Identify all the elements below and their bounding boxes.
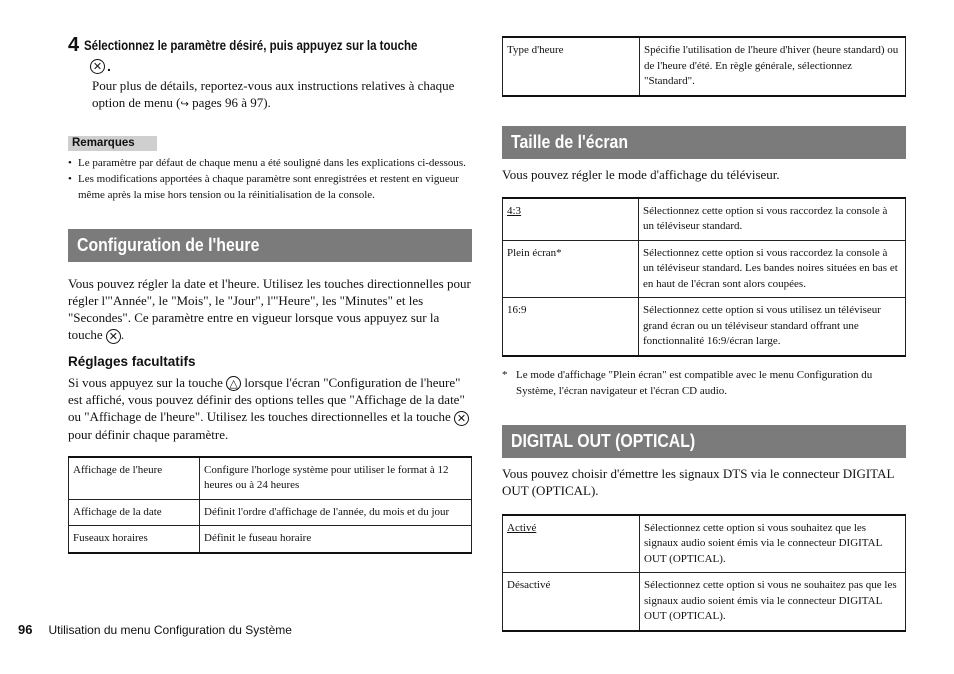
footer-chapter-title: Utilisation du menu Configuration du Système [48, 623, 292, 637]
table-row [503, 240, 906, 298]
option-description: Sélectionnez cette option si vous ne souhaitez pas que les signaux audio soient émis via le connecteur DIGITAL OUT (OPTICAL). [640, 573, 906, 631]
option-name [503, 198, 639, 241]
screen-options-table [502, 197, 906, 357]
remarks-label: Remarques [68, 136, 157, 151]
table-row [503, 198, 906, 241]
step-instruction-end: ✕ . [90, 58, 472, 74]
option-description: Sélectionnez cette option si vous raccordez la console à un téléviseur standard. [639, 198, 906, 241]
option-description: Définit le fuseau horaire [200, 526, 472, 553]
step-number: 4 [68, 34, 80, 56]
option-name: Désactivé [503, 573, 640, 631]
screen-footnote [502, 367, 906, 399]
table-row [503, 515, 906, 573]
remarks-list [68, 155, 472, 203]
option-description: Spécifie l'utilisation de l'heure d'hiver (heure standard) ou de l'heure d'été. En règle générale, sélectionnez "Standard". [640, 37, 906, 96]
option-name: Type d'heure [503, 37, 640, 96]
cross-button-icon: ✕ [454, 411, 469, 426]
left-column [68, 36, 472, 554]
step-4 [68, 36, 472, 57]
step-instruction: Sélectionnez le paramètre désiré, puis appuyez sur la touche [84, 38, 418, 53]
section-heading-digital-out: DIGITAL OUT (OPTICAL) [502, 425, 906, 458]
page-footer [18, 622, 292, 637]
right-column [502, 36, 906, 632]
remark-item: • Les modifications apportées à chaque paramètre sont enregistrées et restent en vigueur même après la mise hors tension ou la réinitialisation de la console. [68, 171, 472, 203]
cross-button-icon: ✕ [106, 329, 121, 344]
section-heading-screen-size: Taille de l'écran [502, 126, 906, 159]
table-row [503, 573, 906, 631]
clock-intro: Vous pouvez régler la date et l'heure. Utilisez les touches directionnelles pour régler l'"Année", le "Mois", le "Jour", l'"Heure", les "Minutes" et les "Secondes". Ce paramètre entre en vigueur lorsque vous appuyez sur la touche ✕ . [68, 276, 471, 343]
digital-intro: Vous pouvez choisir d'émettre les signaux DTS via le connecteur DIGITAL OUT (OPTICAL). [502, 465, 894, 498]
optional-settings-heading: Réglages facultatifs [68, 353, 196, 369]
option-description: Configure l'horloge système pour utiliser le format à 12 heures ou à 24 heures [200, 457, 472, 500]
footnote-text: Le mode d'affichage "Plein écran" est compatible avec le menu Configuration du Système, l'écran navigateur et l'écran CD audio. [516, 368, 873, 397]
page-number: 96 [18, 622, 33, 637]
clock-options-table [68, 456, 472, 554]
default-option-label: Activé [507, 521, 537, 534]
default-option-label: 4:3 [507, 204, 522, 217]
option-name: 16:9 [503, 298, 639, 356]
table-row [69, 526, 472, 553]
option-description: Sélectionnez cette option si vous souhaitez que les signaux audio soient émis via le connecteur DIGITAL OUT (OPTICAL). [640, 515, 906, 573]
option-description: Définit l'ordre d'affichage de l'année, du mois et du jour [200, 499, 472, 526]
option-name: Affichage de l'heure [69, 457, 200, 500]
table-row [503, 37, 906, 96]
option-name: Fuseaux horaires [69, 526, 200, 553]
optional-settings-text: Si vous appuyez sur la touche △ lorsque l'écran "Configuration de l'heure" est affiché, vous pouvez définir des options telles que "Affichage de la date" ou "Affichage de l'heure". Utilisez les touches directionnelles et la touche ✕ pour définir chaque paramètre. [68, 374, 472, 443]
section-heading-clock: Configuration de l'heure [68, 229, 472, 262]
digital-options-table [502, 514, 906, 632]
remark-item: • Le paramètre par défaut de chaque menu a été souligné dans les explications ci-dessous. [68, 155, 472, 171]
option-name: Plein écran* [503, 240, 639, 298]
option-description: Sélectionnez cette option si vous raccordez la console à un téléviseur standard. Les bandes noires situées en bas et en haut de l'écran sont alors coupées. [639, 240, 906, 298]
option-description: Sélectionnez cette option si vous utilisez un téléviseur grand écran ou un téléviseur standard offrant une fonctionnalité 16:9/écran large. [639, 298, 906, 356]
remarks [68, 133, 472, 203]
footnote-mark: * [502, 368, 508, 381]
table-row [503, 298, 906, 356]
option-name: Affichage de la date [69, 499, 200, 526]
table-row [69, 499, 472, 526]
time-type-table [502, 36, 906, 97]
cross-button-icon: ✕ [90, 59, 105, 74]
option-name [503, 515, 640, 573]
triangle-button-icon: △ [226, 376, 241, 391]
page-reference-arrow-icon: ↪ [180, 99, 189, 110]
step-detail: Pour plus de détails, reportez-vous aux instructions relatives à chaque option de menu (↪ pages 96 à 97). [92, 78, 455, 110]
screen-intro: Vous pouvez régler le mode d'affichage du téléviseur. [502, 166, 780, 182]
table-row [69, 457, 472, 500]
